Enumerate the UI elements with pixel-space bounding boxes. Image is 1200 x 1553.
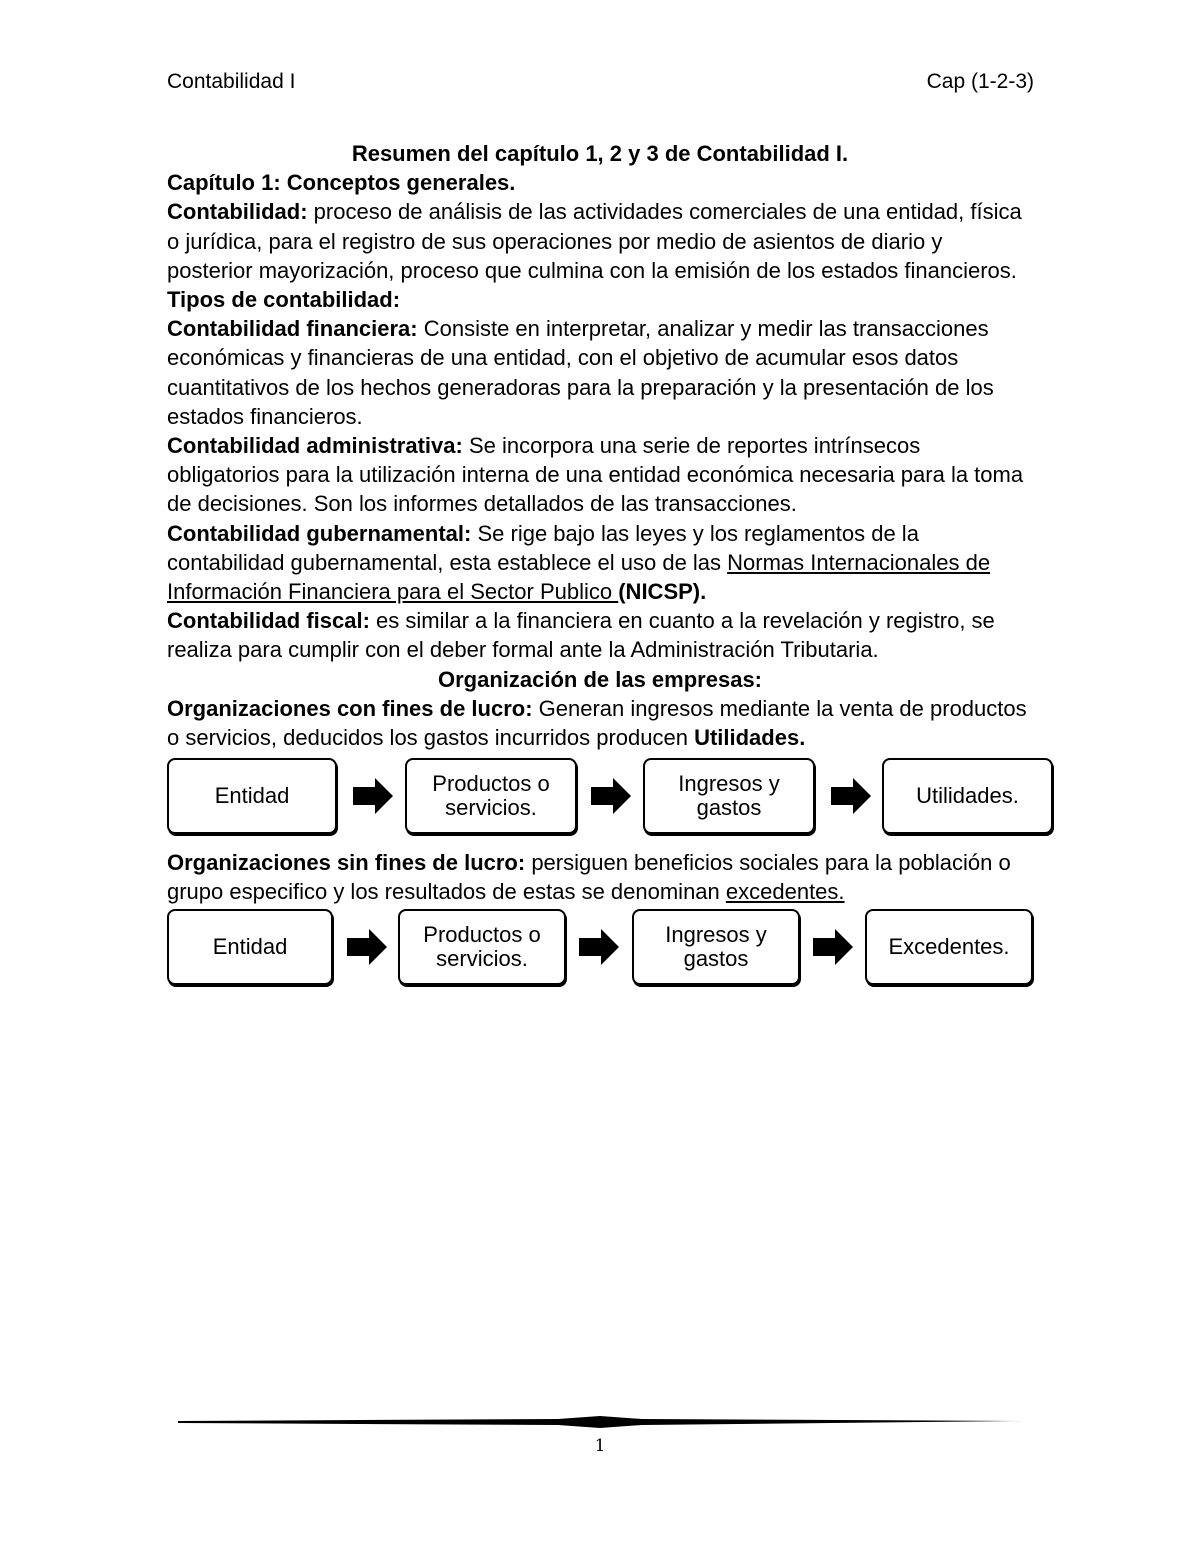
arrow-right-icon	[813, 929, 853, 965]
definition: Generan ingresos mediante la venta de productos o servicios, deducidos los gastos incurridos producen	[167, 695, 1027, 751]
flow-box-entidad: Entidad	[167, 758, 337, 834]
contabilidad-paragraph	[167, 197, 1033, 285]
flow-box-entidad: Entidad	[167, 909, 333, 985]
footer-divider	[178, 1416, 1022, 1428]
term: Contabilidad:	[167, 199, 308, 225]
flow-box-productos: Productos o servicios.	[398, 909, 566, 985]
chapter-heading: Capítulo 1: Conceptos generales.	[167, 170, 516, 196]
term: Contabilidad financiera:	[167, 316, 418, 342]
sin-fines-paragraph	[167, 848, 1033, 906]
flow-box-utilidades: Utilidades.	[882, 758, 1053, 834]
term: Organizaciones sin fines de lucro:	[167, 850, 526, 876]
nicsp-link-text: Normas Internacionales de Información Financiera para el Sector Publico	[167, 549, 991, 605]
definition: Consiste en interpretar, analizar y medir las transacciones económicas y financieras de una entidad, con el objetivo de acumular esos datos cuantitativos de los hechos generadoras para la preparación y la presentación de los estados financieros.	[167, 316, 994, 429]
document-body	[167, 139, 1033, 999]
header-left: Contabilidad I	[167, 70, 296, 93]
flow-box-ingresos: Ingresos y gastos	[643, 758, 815, 834]
term: Contabilidad gubernamental:	[167, 520, 472, 546]
definition: persiguen beneficios sociales para la población o grupo especifico y los resultados de estas se denominan	[167, 850, 1011, 905]
flow-diagram-sin-lucro	[167, 909, 1033, 995]
page-number: 1	[594, 1436, 606, 1456]
term: Contabilidad fiscal:	[167, 608, 370, 634]
arrow-right-icon	[579, 929, 619, 965]
org-heading: Organización de las empresas:	[437, 666, 763, 692]
flow-box-excedentes: Excedentes.	[865, 909, 1033, 985]
gubernamental-paragraph	[167, 519, 1033, 607]
flow-box-productos: Productos o servicios.	[405, 758, 577, 834]
financiera-paragraph	[167, 314, 1033, 431]
arrow-right-icon	[347, 929, 387, 965]
excedentes-word: excedentes.	[725, 879, 845, 905]
con-fines-paragraph	[167, 694, 1033, 752]
definition: proceso de análisis de las actividades comerciales de una entidad, física o jurídica, para el registro de sus operaciones por medio de asientos de diario y posterior mayorización, proceso que culmina con la emisión de los estados financieros.	[167, 199, 1022, 283]
header-right: Cap (1-2-3)	[926, 70, 1034, 93]
arrow-right-icon	[591, 778, 631, 814]
arrow-right-icon	[353, 778, 393, 814]
definition: Se rige bajo las leyes y los reglamentos de la contabilidad gubernamental, esta establece el uso de las	[167, 520, 919, 575]
term: Contabilidad administrativa:	[167, 433, 463, 459]
definition: Se incorpora una serie de reportes intrínsecos obligatorios para la utilización interna de una entidad económica necesaria para la toma de decisiones. Son los informes detallados de las transacciones.	[167, 433, 1024, 517]
utilidades-word: Utilidades.	[694, 725, 806, 751]
flow-box-ingresos: Ingresos y gastos	[632, 909, 800, 985]
fiscal-paragraph	[167, 606, 1033, 664]
term: Organizaciones con fines de lucro:	[167, 695, 533, 721]
document-title: Resumen del capítulo 1, 2 y 3 de Contabilidad I.	[351, 141, 849, 166]
arrow-right-icon	[831, 778, 871, 814]
definition: es similar a la financiera en cuanto a la revelación y registro, se realiza para cumplir con el deber formal ante la Administración Tributaria.	[167, 608, 995, 663]
nicsp-abbr: (NICSP).	[618, 579, 707, 605]
tipos-heading: Tipos de contabilidad:	[167, 287, 401, 313]
administrativa-paragraph	[167, 431, 1033, 519]
flow-diagram-lucro	[167, 758, 1033, 844]
